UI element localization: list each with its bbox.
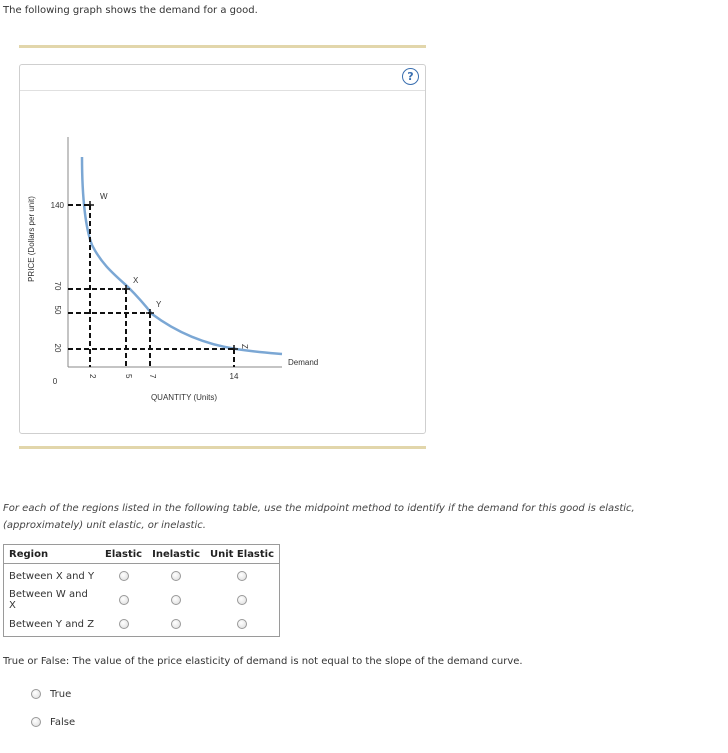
tick-qty-w: 2 [88, 374, 97, 379]
point-x-label: X [133, 276, 139, 285]
radio-yz-elastic[interactable] [119, 619, 129, 629]
y-axis-label: PRICE (Dollars per unit) [27, 196, 36, 282]
row-label: Between Y and Z [9, 618, 95, 630]
tick-price-w: 140 [50, 201, 64, 210]
radio-wx-elastic[interactable] [119, 595, 129, 605]
tick-qty-y: 7 [148, 374, 157, 379]
radio-yz-unit-elastic[interactable] [237, 619, 247, 629]
header-inelastic: Inelastic [147, 545, 205, 564]
tick-price-y: 50 [53, 305, 62, 315]
row-label: Between W and X [9, 589, 88, 611]
header-elastic: Elastic [100, 545, 147, 564]
row-label: Between X and Y [9, 570, 95, 582]
tick-price-x: 70 [53, 281, 62, 291]
demand-chart [20, 65, 425, 433]
radio-xy-elastic[interactable] [119, 571, 129, 581]
option-true-label: True [50, 689, 72, 700]
radio-false[interactable] [31, 717, 41, 727]
table-row [4, 564, 280, 589]
graph-panel [19, 64, 426, 434]
x-axis-label: QUANTITY (Units) [150, 393, 218, 402]
radio-true[interactable] [31, 689, 41, 699]
tick-qty-x: 5 [124, 374, 133, 379]
option-false-label: False [50, 717, 76, 728]
option-false[interactable] [31, 717, 75, 728]
point-x [53, 276, 139, 379]
elasticity-table [3, 544, 280, 637]
tick-price-z: 20 [53, 343, 62, 353]
top-divider [19, 45, 426, 48]
radio-yz-inelastic[interactable] [171, 619, 181, 629]
radio-wx-inelastic[interactable] [171, 595, 181, 605]
header-region: Region [4, 545, 101, 564]
bottom-divider [19, 446, 426, 449]
table-header-row [4, 545, 280, 564]
radio-xy-unit-elastic[interactable] [237, 571, 247, 581]
point-w-label: W [100, 192, 108, 201]
radio-xy-inelastic[interactable] [171, 571, 181, 581]
radio-wx-unit-elastic[interactable] [237, 595, 247, 605]
option-true[interactable] [31, 689, 71, 700]
point-z-label: Z [240, 344, 249, 349]
origin-label: 0 [52, 377, 58, 386]
point-y-label: Y [156, 300, 162, 309]
help-icon[interactable]: ? [402, 68, 419, 85]
elasticity-question: For each of the regions listed in the following table, use the midpoint method to identify if the demand for this good is elastic, (approximately) unit elastic, or inelastic. [3, 503, 635, 531]
table-row [4, 612, 280, 637]
table-row [4, 588, 280, 612]
intro-text: The following graph shows the demand for a good. [3, 5, 258, 16]
tick-qty-z: 14 [229, 372, 239, 381]
demand-curve [82, 157, 282, 354]
demand-curve-label: Demand [288, 358, 319, 367]
true-false-question: True or False: The value of the price elasticity of demand is not equal to the slope of the demand curve. [3, 656, 523, 667]
header-unit-elastic: Unit Elastic [205, 545, 280, 564]
